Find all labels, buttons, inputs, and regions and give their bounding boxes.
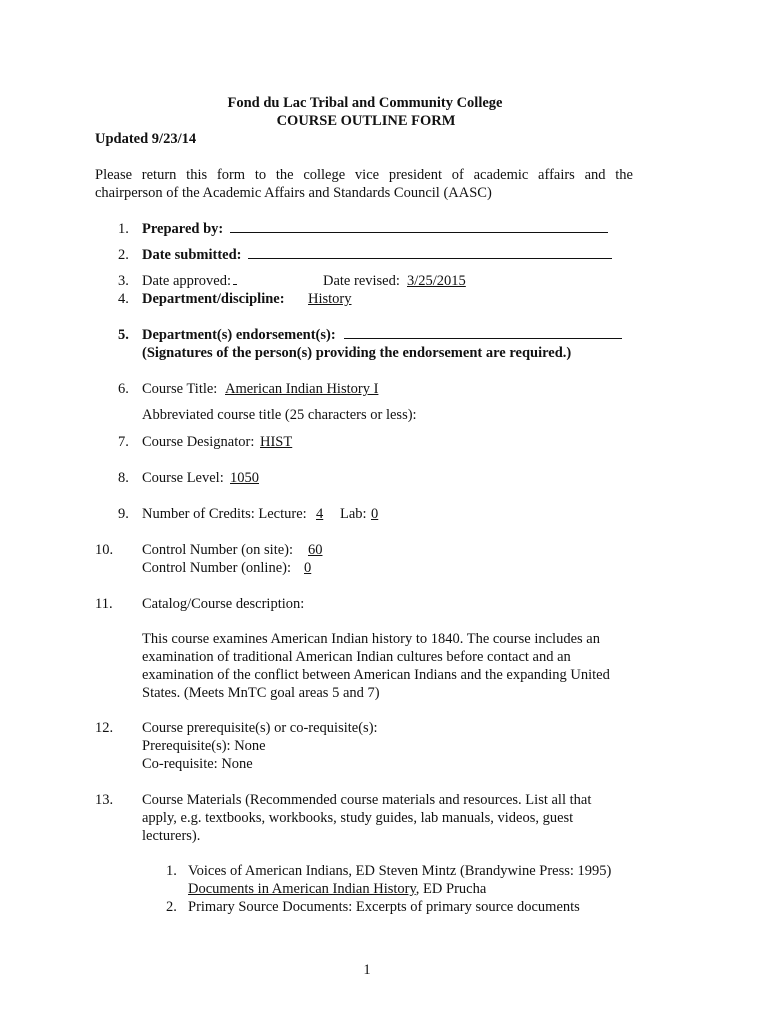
item-12-number: 12. [95,720,114,736]
item-6-number: 6. [118,381,129,397]
college-name: Fond du Lac Tribal and Community College [227,95,503,111]
materials-item-number: 2. [166,899,177,915]
prerequisite-value: Prerequisite(s): None [142,738,266,754]
endorsement-signature-line[interactable] [344,326,622,339]
credits-label: Number of Credits: Lecture: [142,506,307,522]
abbreviated-title-label: Abbreviated course title (25 characters or less): [142,407,417,423]
materials-description-line: Course Materials (Recommended course materials and resources. List all that [142,792,592,808]
endorsement-note: (Signatures of the person(s) providing the endorsement are required.) [142,345,572,361]
control-onsite-label: Control Number (on site): [142,542,294,558]
item-11-number: 11. [95,596,113,612]
date-revised-value: 3/25/2015 [407,273,466,289]
page-number: 1 [363,962,371,978]
materials-book-editor: , ED Prucha [415,881,487,897]
item-10-number: 10. [95,542,114,558]
materials-item-number: 1. [166,863,177,879]
department-label: Department/discipline: [142,291,285,307]
catalog-description-line: States. (Meets MnTC goal areas 5 and 7) [142,685,380,701]
item-2-number: 2. [118,247,129,263]
course-title-label: Course Title: [142,381,218,397]
date-approved-label: Date approved: [142,273,231,289]
item-13-number: 13. [95,792,114,808]
control-online-label: Control Number (online): [142,560,292,576]
catalog-description-line: This course examines American Indian history to 1840. The course includes an [142,631,600,647]
designator-label: Course Designator: [142,434,255,450]
endorsement-label: Department(s) endorsement(s): [142,327,336,343]
instructions-line-1: Please return this form to the college vice president of academic affairs and the [95,167,633,183]
materials-book-title: Documents in American Indian History [188,881,416,897]
instructions-line-2: chairperson of the Academic Affairs and Standards Council (AASC) [95,185,492,201]
date-approved-value[interactable] [233,272,237,285]
date-submitted-value[interactable] [248,246,612,259]
date-approved-field[interactable] [233,272,237,290]
item-1-number: 1. [118,221,129,237]
item-3-number: 3. [118,273,129,289]
control-onsite-value: 60 [308,542,323,558]
updated-date: Updated 9/23/14 [95,131,197,147]
materials-item-text: Voices of American Indians, ED Steven Mintz (Brandywine Press: 1995) [188,863,612,879]
item-5-number: 5. [118,327,129,343]
item-9-number: 9. [118,506,129,522]
course-level-value: 1050 [230,470,259,486]
catalog-description-line: examination of traditional American Indian cultures before contact and an [142,649,571,665]
prereq-label: Course prerequisite(s) or co-requisite(s): [142,720,378,736]
department-value: History [308,291,352,307]
prepared-by-label: Prepared by: [142,221,224,237]
corequisite-value: Co-requisite: None [142,756,253,772]
catalog-label: Catalog/Course description: [142,596,305,612]
item-8-number: 8. [118,470,129,486]
form-title: COURSE OUTLINE FORM [276,113,456,129]
course-title-value: American Indian History I [225,381,379,397]
materials-item-subline [188,880,486,898]
materials-description-line: lecturers). [142,828,201,844]
date-revised-label: Date revised: [323,273,400,289]
control-online-value: 0 [304,560,312,576]
materials-description-line: apply, e.g. textbooks, workbooks, study guides, lab manuals, videos, guest [142,810,574,826]
designator-value: HIST [260,434,293,450]
lab-credits-value: 0 [371,506,379,522]
lab-label: Lab: [340,506,367,522]
materials-item-text: Primary Source Documents: Excerpts of primary source documents [188,899,580,915]
prepared-by-field[interactable] [230,220,608,238]
date-submitted-label: Date submitted: [142,247,242,263]
catalog-description-line: examination of the conflict between American Indians and the expanding United [142,667,610,683]
endorsement-field[interactable] [344,326,622,344]
lecture-credits-value: 4 [316,506,324,522]
item-4-number: 4. [118,291,129,307]
item-7-number: 7. [118,434,129,450]
course-level-label: Course Level: [142,470,224,486]
prepared-by-value[interactable] [230,220,608,233]
date-submitted-field[interactable] [248,246,612,264]
